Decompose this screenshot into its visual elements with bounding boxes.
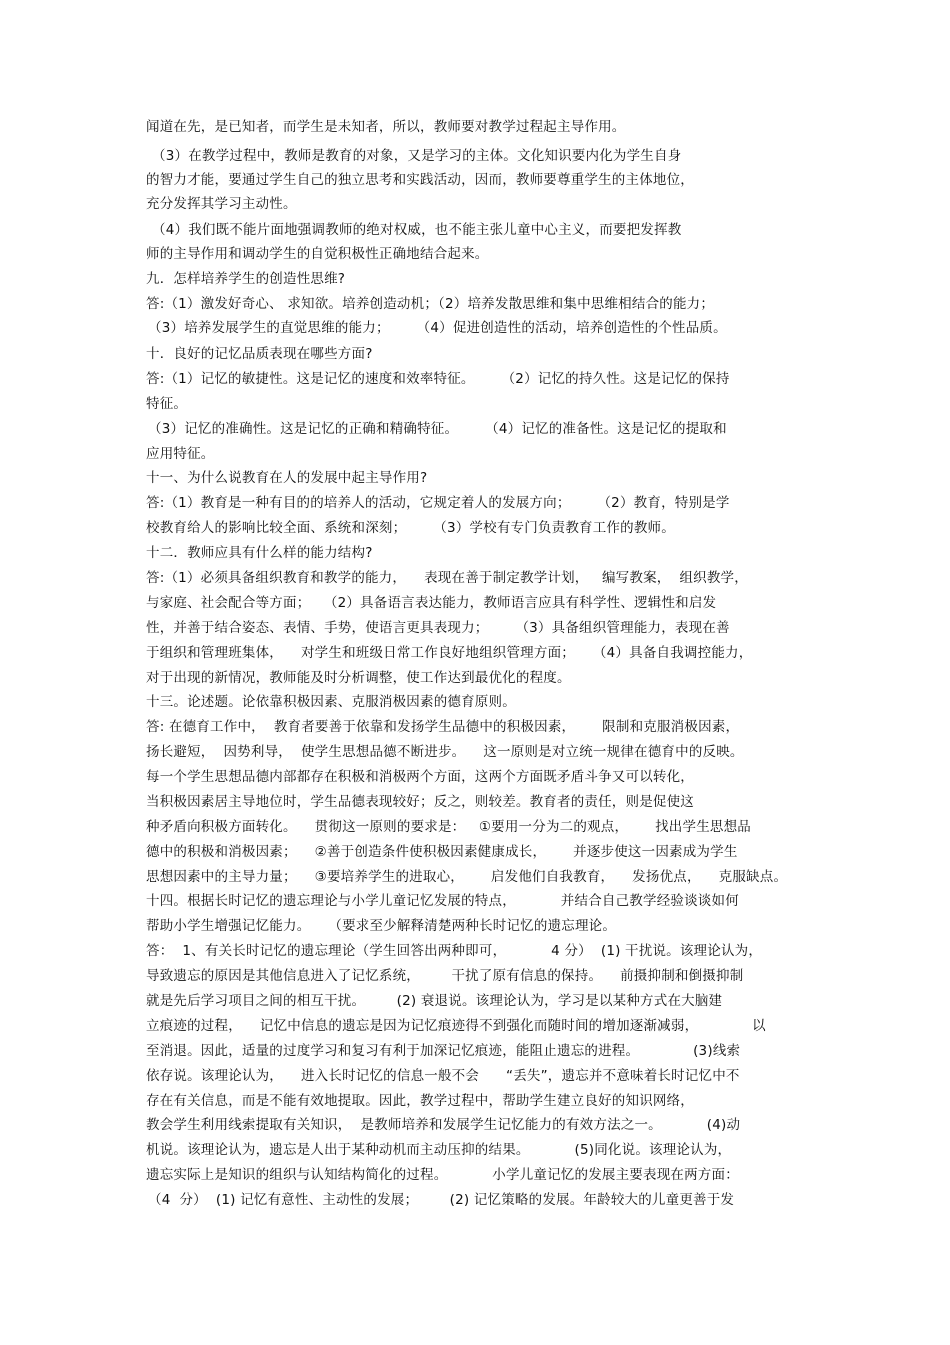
- text-line: 就是先后学习项目之间的相互干扰。 (2) 衰退说。该理论认为，学习是以某种方式在大脑建: [146, 993, 723, 1009]
- text-line: 充分发挥其学习主动性。: [146, 196, 297, 212]
- text-line: 闻道在先，是已知者，而学生是未知者，所以，教师要对教学过程起主导作用。: [146, 119, 626, 135]
- question-heading: 十三。论述题。论依靠积极因素、克服消极因素的德育原则。: [146, 694, 516, 710]
- question-heading: 十一、为什么说教育在人的发展中起主导作用?: [146, 470, 428, 486]
- text-line: 导致遗忘的原因是其他信息进入了记忆系统， 干扰了原有信息的保持。 前摄抑制和倒摄抑制: [146, 968, 744, 984]
- text-line: 答:（1）必须具备组织教育和教学的能力， 表现在善于制定教学计划， 编写教案， 组织教学，: [146, 570, 748, 586]
- text-line: 依存说。该理论认为， 进入长时记忆的信息一般不会 “丢失”，遗忘并不意味着长时记忆中不: [146, 1068, 740, 1084]
- text-line: 答:（1）教育是一种有目的的培养人的活动，它规定着人的发展方向； （2）教育，特别是学: [146, 495, 730, 511]
- text-line: （3）在教学过程中，教师是教育的对象，又是学习的主体。文化知识要内化为学生自身: [152, 148, 682, 164]
- text-line: 当积极因素居主导地位时，学生品德表现较好；反之，则较差。教育者的责任，则是促使这: [146, 794, 694, 810]
- text-line: 应用特征。: [146, 446, 215, 462]
- text-line: 扬长避短， 因势利导， 使学生思想品德不断进步。 这一原则是对立统一规律在德育中的反映。: [146, 744, 744, 760]
- text-line: 校教育给人的影响比较全面、系统和深刻； （3）学校有专门负责教育工作的教师。: [146, 520, 675, 536]
- text-line: 答:（1）记忆的敏捷性。这是记忆的速度和效率特征。 （2）记忆的持久性。这是记忆的保持: [146, 371, 730, 387]
- text-line: 帮助小学生增强记忆能力。 （要求至少解释清楚两种长时记忆的遗忘理论。: [146, 918, 617, 934]
- text-line: 每一个学生思想品德内部都存在积极和消极两个方面，这两个方面既矛盾斗争又可以转化，: [146, 769, 694, 785]
- text-line: 思想因素中的主导力量； ③要培养学生的进取心， 启发他们自我教育， 发扬优点， 克服缺点。: [146, 869, 788, 885]
- text-line: （4 分） (1) 记忆有意性、主动性的发展； (2) 记忆策略的发展。年龄较大的儿童更善于发: [148, 1192, 735, 1208]
- text-line: 对于出现的新情况，教师能及时分析调整，使工作达到最优化的程度。: [146, 670, 571, 686]
- text-line: 答:（1）激发好奇心、 求知欲。培养创造动机；（2）培养发散思维和集中思维相结合的能力；: [146, 296, 715, 312]
- question-heading: 十．良好的记忆品质表现在哪些方面?: [146, 346, 373, 362]
- text-line: 特征。: [146, 396, 188, 412]
- text-line: 师的主导作用和调动学生的自觉积极性正确地结合起来。: [146, 246, 489, 262]
- text-line: 的智力才能，要通过学生自己的独立思考和实践活动，因而，教师要尊重学生的主体地位，: [146, 172, 694, 188]
- text-line: 立痕迹的过程， 记忆中信息的遗忘是因为记忆痕迹得不到强化而随时间的增加逐渐减弱， 以: [146, 1018, 766, 1034]
- text-line: 于组织和管理班集体， 对学生和班级日常工作良好地组织管理方面； （4）具备自我调控能力，: [146, 645, 753, 661]
- question-heading: 十二．教师应具有什么样的能力结构?: [146, 545, 373, 561]
- text-line: 与家庭、社会配合等方面； （2）具备语言表达能力，教师语言应具有科学性、逻辑性和启发: [146, 595, 717, 611]
- question-heading: 十四。根据长时记忆的遗忘理论与小学儿童记忆发展的特点， 并结合自己教学经验谈谈如何: [146, 893, 739, 909]
- text-line: 教会学生利用线索提取有关知识， 是教师培养和发展学生记忆能力的有效方法之一。 (4)动: [146, 1117, 741, 1133]
- text-line: 存在有关信息，而是不能有效地提取。因此，教学过程中，帮助学生建立良好的知识网络，: [146, 1093, 694, 1109]
- text-line: （3）培养发展学生的直觉思维的能力； （4）促进创造性的活动，培养创造性的个性品质。: [148, 320, 727, 336]
- text-line: 答: 在德育工作中， 教育者要善于依靠和发扬学生品德中的积极因素， 限制和克服消极因素，: [146, 719, 740, 735]
- text-line: （4）我们既不能片面地强调教师的绝对权威，也不能主张儿童中心主义，而要把发挥教: [152, 222, 682, 238]
- text-line: 遗忘实际上是知识的组织与认知结构简化的过程。 小学儿童记忆的发展主要表现在两方面：: [146, 1167, 739, 1183]
- text-line: 德中的积极和消极因素； ②善于创造条件使积极因素健康成长， 并逐步使这一因素成为学生: [146, 844, 738, 860]
- question-heading: 九．怎样培养学生的创造性思维?: [146, 271, 346, 287]
- text-line: （3）记忆的准确性。这是记忆的正确和精确特征。 （4）记忆的准备性。这是记忆的提取和: [148, 421, 727, 437]
- text-line: 性，并善于结合姿态、表情、手势，使语言更具表现力； （3）具备组织管理能力，表现在善: [146, 620, 730, 636]
- text-line: 至消退。因此，适量的过度学习和复习有利于加深记忆痕迹，能阻止遗忘的进程。 (3)线索: [146, 1043, 741, 1059]
- text-line: 答： 1、有关长时记忆的遗忘理论（学生回答出两种即可， 4 分） (1) 干扰说。该理论认为，: [146, 943, 763, 959]
- text-line: 种矛盾向积极方面转化。 贯彻这一原则的要求是： ①要用一分为二的观点， 找出学生思想品: [146, 819, 751, 835]
- text-line: 机说。该理论认为，遗忘是人出于某种动机而主动压抑的结果。 (5)同化说。该理论认为，: [146, 1142, 732, 1158]
